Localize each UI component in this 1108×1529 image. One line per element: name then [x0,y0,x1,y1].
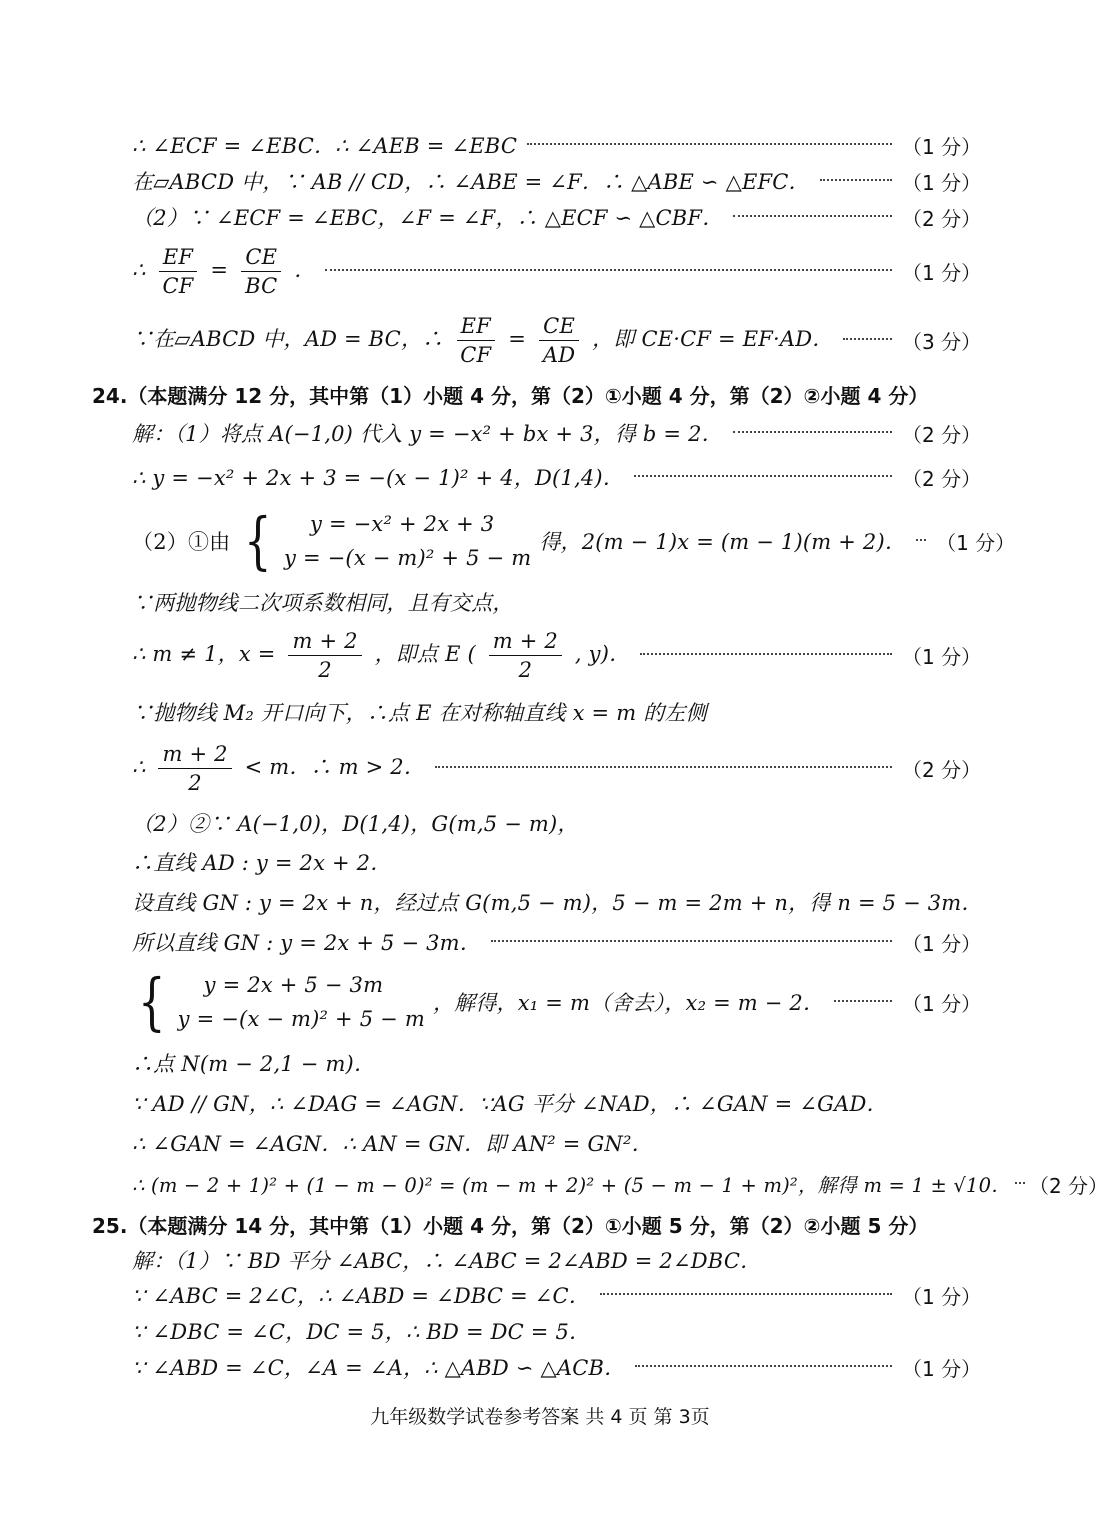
expression [132,627,630,684]
answer-line [132,692,976,732]
answer-line [132,197,982,237]
dot-leader [843,338,892,340]
expression: （2）②∵ A(−1,0)，D(1,4)，G(m,5 − m)， [132,812,579,836]
suffix: 得，2(m − 1)x = (m − 1)(m + 2)． [539,530,907,554]
fraction [158,740,231,797]
answer-line [132,1164,1108,1204]
answer-line [132,161,982,201]
answer-line [132,1347,982,1387]
expression [132,965,825,1038]
denominator: AD [542,342,576,367]
answer-line [132,1083,976,1123]
answer-line [132,413,982,453]
dot-leader [834,1000,892,1002]
expression: 设直线 GN : y = 2x + n，经过点 G(m,5 − m)，5 − m = 2m + n，得 n = 5 − 3m． [132,891,983,915]
denominator: 2 [318,657,332,682]
expression: 在▱ABCD 中，∵ AB // CD，∴ ∠ABE = ∠F．∴ △ABE ∽ △EFC． [132,170,810,194]
score: （1 分） [902,931,982,956]
expression: ∴直线 AD : y = 2x + 2． [132,851,392,875]
fraction [456,312,495,369]
prefix: ∵在▱ABCD 中，AD = BC，∴ [132,326,444,351]
page-footer: 九年级数学试卷参考答案 共 4 页 第 3页 [370,1406,710,1428]
dot-leader [916,539,926,541]
expression: ∴ ∠GAN = ∠AGN．∴ AN = GN．即 AN² = GN²． [132,1132,653,1156]
numerator: m + 2 [489,627,562,656]
expression: ∵两抛物线二次项系数相同，且有交点， [132,591,514,615]
answer-line [132,1240,976,1280]
answer-line [132,582,976,622]
question-heading-25: 25.（本题满分 14 分，其中第（1）小题 4 分，第（2）①小题 5 分，第（2）②小题 5 分） [92,1213,929,1238]
prefix: （2）①由 [132,530,231,554]
answer-line [132,243,982,299]
dot-leader [600,1293,892,1295]
dot-leader [733,431,892,433]
dot-leader [634,475,892,477]
numerator: m + 2 [288,627,361,656]
suffix: < m．∴ m > 2． [244,754,426,779]
expression: （2）∵ ∠ECF = ∠EBC，∠F = ∠F，∴ △ECF ∽ △CBF． [132,206,724,230]
expression: ∴ ∠ECF = ∠EBC．∴ ∠AEB = ∠EBC [132,134,518,158]
score: （2 分） [902,422,982,447]
dot-leader [635,1365,892,1367]
suffix: , y)． [574,641,631,666]
suffix: ，解得，x₁ = m（舍去），x₂ = m − 2． [432,991,825,1015]
numerator: CE [241,243,281,272]
answer-line [132,312,982,368]
fraction [241,243,281,300]
expression [132,504,907,577]
answer-line [132,1311,976,1351]
score: （2 分） [902,757,982,782]
equation-row: y = 2x + 5 − 3m [203,973,384,997]
answer-line [132,1123,976,1163]
equals: = [210,257,229,282]
equation-system [238,504,532,577]
score: （2 分） [1028,1173,1108,1198]
score: （1 分） [902,170,982,195]
score: （1 分） [902,644,982,669]
score: （3 分） [902,329,982,354]
score: （1 分） [936,530,1016,555]
denominator: 2 [518,657,533,682]
fraction [539,312,579,369]
fraction [158,243,197,300]
dot-leader [527,143,892,145]
score: （1 分） [902,1284,982,1309]
expression: ∴ y = −x² + 2x + 3 = −(x − 1)² + 4，D(1,4)． [132,466,624,490]
expression: ∵ AD // GN，∴ ∠DAG = ∠AGN．∵AG 平分 ∠NAD，∴ ∠GAN = ∠GAD． [132,1092,888,1116]
numerator: EF [457,312,495,341]
answer-line [132,504,1016,577]
equals: = [508,326,526,351]
dot-leader [491,940,892,942]
equation-system [132,965,425,1038]
dot-leader [820,179,892,181]
brace-symbol: { [137,965,166,1038]
dot-leader [1015,1182,1025,1184]
dot-leader [435,766,892,768]
question-heading-24: 24.（本题满分 12 分，其中第（1）小题 4 分，第（2）①小题 4 分，第（2）②小题 4 分） [92,383,929,408]
expression: ∵ ∠ABD = ∠C，∠A = ∠A，∴ △ABD ∽ △ACB． [132,1356,626,1380]
answer-line [132,740,982,796]
expression [132,243,315,300]
suffix: ，即 CE·CF = EF·AD． [592,326,834,351]
answer-line [132,882,983,922]
numerator: CE [539,312,579,341]
expression: 解：（1）∵ BD 平分 ∠ABC，∴ ∠ABC = 2∠ABD = 2∠DBC． [132,1249,762,1273]
equation-row: y = −(x − m)² + 5 − m [284,546,532,570]
prefix: ∴ [132,257,146,282]
answer-line [132,125,982,165]
expression [132,312,833,369]
answer-line [132,965,982,1038]
expression: ∴点 N(m − 2,1 − m)． [132,1052,376,1076]
numerator: m + 2 [158,740,231,769]
numerator: EF [159,243,197,272]
answer-line [132,803,976,843]
expression: 解：（1）将点 A(−1,0) 代入 y = −x² + bx + 3，得 b = 2． [132,422,723,446]
answer-line [132,457,982,497]
score: （2 分） [902,466,982,491]
expression: ∵ ∠ABC = 2∠C，∴ ∠ABD = ∠DBC = ∠C． [132,1284,591,1308]
expression [132,740,425,797]
prefix: ∴ [132,754,146,779]
expression: 所以直线 GN : y = 2x + 5 − 3m． [132,931,481,955]
expression: ∵ ∠DBC = ∠C，DC = 5，∴ BD = DC = 5． [132,1320,591,1344]
answer-line [132,842,976,882]
dot-leader [325,269,892,271]
answer-line [132,922,982,962]
fraction [489,627,562,684]
denominator: 2 [188,770,202,795]
score: （1 分） [902,1356,982,1381]
score: （1 分） [902,991,982,1016]
answer-line [132,1275,982,1315]
expression: ∵抛物线 M₂ 开口向下，∴点 E 在对称轴直线 x = m 的左侧 [132,701,707,725]
dot-leader [640,653,892,655]
brace-symbol: { [244,504,273,577]
dot-leader [733,215,892,217]
answer-line [132,627,982,683]
expression: ∴ (m − 2 + 1)² + (1 − m − 0)² = (m − m + 2)² + (5 − m − 1 + m)²，解得 m = 1 ± √10． [132,1174,1011,1197]
denominator: CF [460,342,492,367]
suffix: ． [294,257,316,282]
text-middle: ，即点 E ( [374,641,476,666]
score: （1 分） [902,260,982,285]
answer-line [132,1043,976,1083]
prefix: ∴ m ≠ 1，x = [132,641,276,666]
score: （2 分） [902,206,982,231]
equation-row: y = −x² + 2x + 3 [310,512,495,536]
denominator: BC [245,273,278,298]
score: （1 分） [902,134,982,159]
denominator: CF [162,273,194,298]
equation-row: y = −(x − m)² + 5 − m [177,1007,425,1031]
fraction [288,627,361,684]
